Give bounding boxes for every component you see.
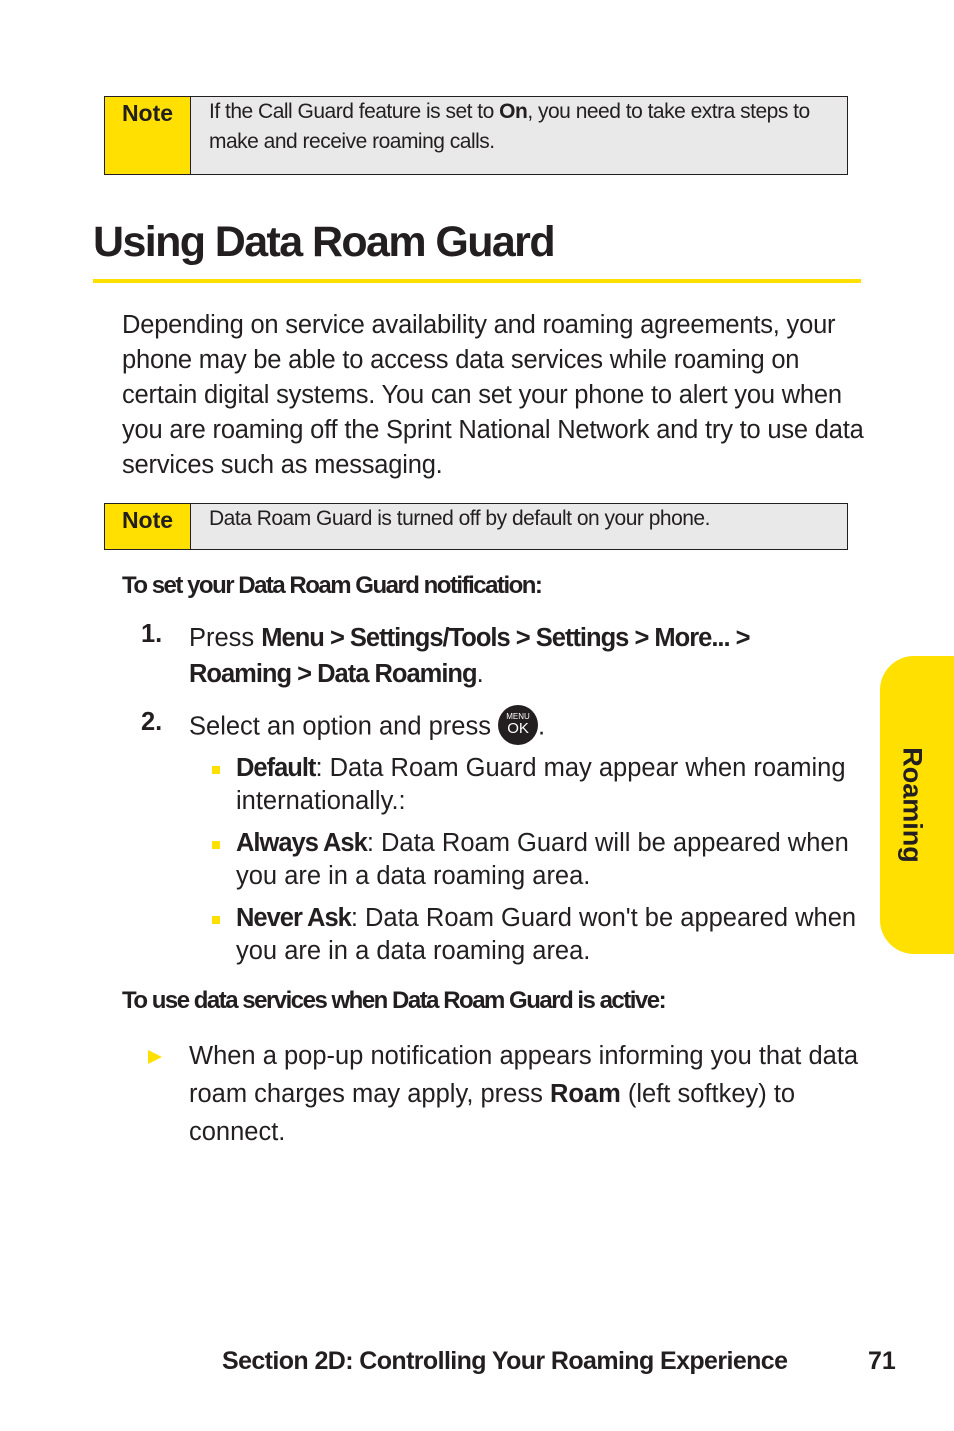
set-notification-heading: To set your Data Roam Guard notification: xyxy=(122,572,542,599)
intro-paragraph: Depending on service availability and roaming agreements, your phone may be able to access data services while roaming on certain digital systems. You can set your phone to alert you when you are roaming off the Sprint National Network and try to use data services such as messaging. xyxy=(122,311,864,479)
note-box-default-off xyxy=(104,503,848,550)
note-text: Data Roam Guard is turned off by default on your phone. xyxy=(191,504,847,549)
menu-path: Menu > Settings/Tools > Settings > More... > Roaming > Data Roaming xyxy=(189,624,750,688)
option-text: Never Ask: Data Roam Guard won't be appeared when you are in a data roaming area. xyxy=(236,904,857,965)
bullet-square-icon xyxy=(212,841,220,849)
option-text: Always Ask: Data Roam Guard will be appeared when you are in a data roaming area. xyxy=(236,829,849,890)
note-text: If the Call Guard feature is set to On, you need to take extra steps to make and receive roaming calls. xyxy=(191,97,847,174)
option-never-ask xyxy=(210,902,860,970)
step-number: 2. xyxy=(141,708,163,736)
option-text: Default: Data Roam Guard may appear when roaming internationally.: xyxy=(236,754,846,815)
note-label: Note xyxy=(105,504,191,549)
step-text: Select an option and press MENU OK . xyxy=(189,708,857,748)
option-always-ask xyxy=(210,827,860,895)
page-number: 71 xyxy=(868,1347,896,1375)
step-number: 1. xyxy=(141,620,163,648)
step-text: Press Menu > Settings/Tools > Settings > More... > Roaming > Data Roaming. xyxy=(189,624,750,688)
section-title: Using Data Roam Guard xyxy=(93,218,554,266)
footer-section-title: Section 2D: Controlling Your Roaming Experience xyxy=(222,1347,788,1375)
option-default xyxy=(210,752,860,820)
step-1 xyxy=(141,620,857,692)
arrow-right-icon xyxy=(148,1050,162,1064)
instruction-text: When a pop-up notification appears informing you that data roam charges may apply, press Roam (left softkey) to connect. xyxy=(189,1042,859,1146)
note-label: Note xyxy=(105,97,191,174)
use-data-services-heading: To use data services when Data Roam Guard is active: xyxy=(122,987,666,1014)
bullet-square-icon xyxy=(212,766,220,774)
chapter-side-tab-label: Roaming xyxy=(897,747,928,863)
heading-rule xyxy=(93,279,861,283)
bullet-square-icon xyxy=(212,916,220,924)
menu-ok-key-icon: MENU OK xyxy=(498,705,538,745)
note-box-call-guard xyxy=(104,96,848,175)
step-2 xyxy=(141,708,857,748)
